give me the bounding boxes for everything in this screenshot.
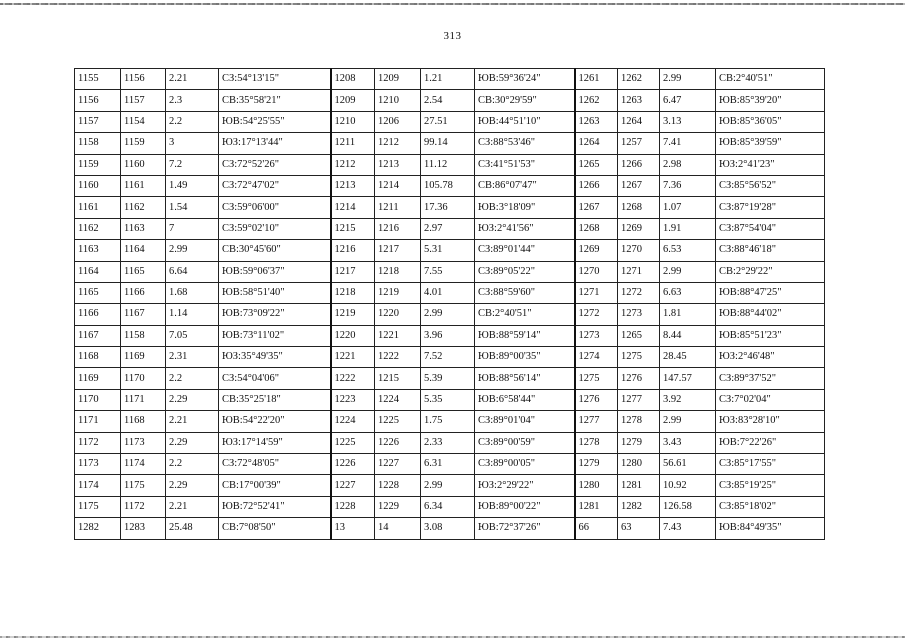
table-cell: 1164 xyxy=(75,261,121,282)
table-row xyxy=(75,347,825,368)
table-cell: 1208 xyxy=(331,69,375,90)
table-cell: 6.34 xyxy=(421,496,475,517)
table-row xyxy=(75,454,825,475)
bottom-scan-rule xyxy=(0,636,905,638)
table-cell: 11.12 xyxy=(421,154,475,175)
table-cell: ЮЗ:2°29'22" xyxy=(475,475,575,496)
table-cell: ЮВ:84°49'35" xyxy=(716,518,825,539)
table-cell: 6.47 xyxy=(660,90,716,111)
table-cell: 1218 xyxy=(375,261,421,282)
table-cell: СВ:2°40'51" xyxy=(475,304,575,325)
table-row xyxy=(75,175,825,196)
table-row xyxy=(75,389,825,410)
table-cell: 1280 xyxy=(575,475,618,496)
table-cell: 1171 xyxy=(121,389,166,410)
table-cell: 1.49 xyxy=(166,175,219,196)
table-cell: СЗ:89°37'52" xyxy=(716,368,825,389)
table-cell: 8.44 xyxy=(660,325,716,346)
table-cell: 2.99 xyxy=(421,304,475,325)
table-cell: СЗ:88°53'46" xyxy=(475,133,575,154)
table-cell: 7.05 xyxy=(166,325,219,346)
table-cell: 25.48 xyxy=(166,518,219,539)
table-cell: 1164 xyxy=(121,240,166,261)
table-cell: 2.21 xyxy=(166,496,219,517)
table-cell: 1169 xyxy=(75,368,121,389)
table-cell: ЮВ:3°18'09" xyxy=(475,197,575,218)
table-cell: 1257 xyxy=(618,133,660,154)
table-cell: ЮВ:85°36'05" xyxy=(716,111,825,132)
table-cell: 6.53 xyxy=(660,240,716,261)
table-cell: 1211 xyxy=(331,133,375,154)
table-row xyxy=(75,90,825,111)
table-cell: 1.21 xyxy=(421,69,475,90)
table-cell: 1217 xyxy=(331,261,375,282)
table-row xyxy=(75,518,825,539)
top-scan-rule xyxy=(0,3,905,5)
table-cell: ЮВ:54°22'20" xyxy=(219,411,331,432)
table-row xyxy=(75,304,825,325)
table-cell: СЗ:88°46'18" xyxy=(716,240,825,261)
table-cell: 1273 xyxy=(575,325,618,346)
table-cell: 1.14 xyxy=(166,304,219,325)
table-cell: 1215 xyxy=(375,368,421,389)
table-cell: ЮВ:88°44'02" xyxy=(716,304,825,325)
table-cell: 1229 xyxy=(375,496,421,517)
table-cell: 105.78 xyxy=(421,175,475,196)
table-row xyxy=(75,261,825,282)
table-cell: 1262 xyxy=(575,90,618,111)
table-cell: 1210 xyxy=(375,90,421,111)
table-cell: 126.58 xyxy=(660,496,716,517)
table-cell: 1160 xyxy=(121,154,166,175)
table-cell: 17.36 xyxy=(421,197,475,218)
table-cell: 1163 xyxy=(75,240,121,261)
table-cell: 1217 xyxy=(375,240,421,261)
table-cell: 1277 xyxy=(618,389,660,410)
table-cell: СЗ:59°06'00" xyxy=(219,197,331,218)
table-cell: 1270 xyxy=(618,240,660,261)
table-cell: СЗ:87°54'04" xyxy=(716,218,825,239)
table-row xyxy=(75,218,825,239)
survey-table-body xyxy=(75,69,825,540)
table-cell: 5.31 xyxy=(421,240,475,261)
table-cell: 2.99 xyxy=(166,240,219,261)
table-cell: 1224 xyxy=(331,411,375,432)
table-cell: СЗ:54°13'15" xyxy=(219,69,331,90)
table-cell: 1216 xyxy=(375,218,421,239)
table-cell: 13 xyxy=(331,518,375,539)
table-row xyxy=(75,282,825,303)
table-cell: 1221 xyxy=(331,347,375,368)
table-cell: 1263 xyxy=(575,111,618,132)
table-row xyxy=(75,69,825,90)
table-cell: 1156 xyxy=(121,69,166,90)
table-cell: ЮВ:89°00'35" xyxy=(475,347,575,368)
table-cell: 7.55 xyxy=(421,261,475,282)
table-cell: 2.29 xyxy=(166,475,219,496)
table-cell: ЮВ:54°25'55" xyxy=(219,111,331,132)
table-cell: ЮВ:59°36'24" xyxy=(475,69,575,90)
table-cell: СЗ:72°47'02" xyxy=(219,175,331,196)
table-cell: 1175 xyxy=(75,496,121,517)
table-cell: 1215 xyxy=(331,218,375,239)
table-cell: СЗ:85°56'52" xyxy=(716,175,825,196)
table-cell: 1276 xyxy=(575,389,618,410)
table-cell: СЗ:85°19'25" xyxy=(716,475,825,496)
table-cell: ЮВ:44°51'10" xyxy=(475,111,575,132)
table-cell: 1.91 xyxy=(660,218,716,239)
table-cell: 1272 xyxy=(618,282,660,303)
table-cell: ЮЗ:17°13'44" xyxy=(219,133,331,154)
table-cell: ЮВ:72°52'41" xyxy=(219,496,331,517)
table-cell: 1221 xyxy=(375,325,421,346)
table-cell: 1161 xyxy=(75,197,121,218)
table-cell: ЮЗ:17°14'59" xyxy=(219,432,331,453)
table-cell: 14 xyxy=(375,518,421,539)
table-cell: 1228 xyxy=(375,475,421,496)
table-cell: 2.21 xyxy=(166,411,219,432)
table-cell: СВ:35°58'21" xyxy=(219,90,331,111)
table-cell: 7.52 xyxy=(421,347,475,368)
table-cell: 1174 xyxy=(121,454,166,475)
table-cell: 1219 xyxy=(375,282,421,303)
table-cell: 1172 xyxy=(121,496,166,517)
table-cell: 2.99 xyxy=(660,261,716,282)
table-cell: 1166 xyxy=(75,304,121,325)
table-cell: 2.99 xyxy=(421,475,475,496)
table-cell: 1228 xyxy=(331,496,375,517)
table-cell: 7.41 xyxy=(660,133,716,154)
table-cell: 3.43 xyxy=(660,432,716,453)
table-cell: 6.31 xyxy=(421,454,475,475)
table-cell: СЗ:54°04'06" xyxy=(219,368,331,389)
table-cell: СЗ:89°00'59" xyxy=(475,432,575,453)
table-cell: СЗ:72°48'05" xyxy=(219,454,331,475)
table-cell: 1223 xyxy=(331,389,375,410)
table-cell: 1157 xyxy=(75,111,121,132)
table-cell: 1275 xyxy=(575,368,618,389)
table-cell: 1210 xyxy=(331,111,375,132)
table-cell: 1169 xyxy=(121,347,166,368)
table-cell: ЮВ:58°51'40" xyxy=(219,282,331,303)
table-cell: 1280 xyxy=(618,454,660,475)
table-cell: 28.45 xyxy=(660,347,716,368)
table-cell: 1274 xyxy=(575,347,618,368)
table-cell: СЗ:89°00'05" xyxy=(475,454,575,475)
table-cell: 3.13 xyxy=(660,111,716,132)
table-cell: 1220 xyxy=(375,304,421,325)
table-cell: 2.33 xyxy=(421,432,475,453)
table-cell: СЗ:59°02'10" xyxy=(219,218,331,239)
table-cell: 1263 xyxy=(618,90,660,111)
table-cell: 1226 xyxy=(375,432,421,453)
table-row xyxy=(75,325,825,346)
table-cell: ЮВ:89°00'22" xyxy=(475,496,575,517)
table-cell: 1.54 xyxy=(166,197,219,218)
table-cell: ЮЗ:83°28'10" xyxy=(716,411,825,432)
table-cell: 2.2 xyxy=(166,111,219,132)
table-row xyxy=(75,240,825,261)
table-cell: 1154 xyxy=(121,111,166,132)
table-cell: ЮВ:85°39'20" xyxy=(716,90,825,111)
table-cell: 2.29 xyxy=(166,389,219,410)
table-cell: 1167 xyxy=(121,304,166,325)
table-row xyxy=(75,411,825,432)
table-cell: СВ:30°45'60" xyxy=(219,240,331,261)
table-cell: 1175 xyxy=(121,475,166,496)
table-cell: 1212 xyxy=(375,133,421,154)
table-cell: 1265 xyxy=(575,154,618,175)
table-cell: 1264 xyxy=(575,133,618,154)
table-cell: 2.3 xyxy=(166,90,219,111)
table-cell: СВ:86°07'47" xyxy=(475,175,575,196)
table-cell: 5.35 xyxy=(421,389,475,410)
table-cell: 1268 xyxy=(575,218,618,239)
table-cell: 1166 xyxy=(121,282,166,303)
table-cell: ЮВ:88°47'25" xyxy=(716,282,825,303)
table-cell: 2.2 xyxy=(166,454,219,475)
table-cell: 99.14 xyxy=(421,133,475,154)
table-cell: 1162 xyxy=(121,197,166,218)
table-cell: 1222 xyxy=(375,347,421,368)
table-cell: СВ:30°29'59" xyxy=(475,90,575,111)
table-cell: ЮВ:85°39'59" xyxy=(716,133,825,154)
table-cell: 1214 xyxy=(375,175,421,196)
table-cell: 1269 xyxy=(618,218,660,239)
table-cell: 2.21 xyxy=(166,69,219,90)
table-cell: 7.36 xyxy=(660,175,716,196)
table-cell: 1219 xyxy=(331,304,375,325)
table-cell: СЗ:89°01'04" xyxy=(475,411,575,432)
table-cell: 1158 xyxy=(121,325,166,346)
table-cell: ЮВ:59°06'37" xyxy=(219,261,331,282)
table-cell: 1261 xyxy=(575,69,618,90)
table-cell: 1270 xyxy=(575,261,618,282)
table-cell: СЗ:87°19'28" xyxy=(716,197,825,218)
table-cell: 1267 xyxy=(575,197,618,218)
table-row xyxy=(75,197,825,218)
table-cell: 1174 xyxy=(75,475,121,496)
table-cell: ЮВ:73°11'02" xyxy=(219,325,331,346)
table-cell: 1262 xyxy=(618,69,660,90)
table-cell: 1271 xyxy=(618,261,660,282)
table-row xyxy=(75,111,825,132)
table-cell: 2.98 xyxy=(660,154,716,175)
table-cell: 1275 xyxy=(618,347,660,368)
table-cell: 1170 xyxy=(121,368,166,389)
table-cell: 7 xyxy=(166,218,219,239)
table-cell: 4.01 xyxy=(421,282,475,303)
table-cell: 1212 xyxy=(331,154,375,175)
table-cell: 1162 xyxy=(75,218,121,239)
table-cell: 1278 xyxy=(618,411,660,432)
table-row xyxy=(75,154,825,175)
table-cell: СЗ:41°51'53" xyxy=(475,154,575,175)
table-cell: 1265 xyxy=(618,325,660,346)
table-cell: 3.96 xyxy=(421,325,475,346)
table-cell: ЮЗ:2°46'48" xyxy=(716,347,825,368)
table-cell: ЮВ:73°09'22" xyxy=(219,304,331,325)
table-cell: 63 xyxy=(618,518,660,539)
table-cell: 1283 xyxy=(121,518,166,539)
table-cell: 1224 xyxy=(375,389,421,410)
table-cell: 2.31 xyxy=(166,347,219,368)
table-cell: 1171 xyxy=(75,411,121,432)
table-cell: 6.63 xyxy=(660,282,716,303)
table-cell: 1.68 xyxy=(166,282,219,303)
table-cell: 1173 xyxy=(121,432,166,453)
table-cell: 1206 xyxy=(375,111,421,132)
table-cell: 1170 xyxy=(75,389,121,410)
table-cell: 1227 xyxy=(375,454,421,475)
table-cell: 1218 xyxy=(331,282,375,303)
table-cell: 3 xyxy=(166,133,219,154)
table-cell: 1159 xyxy=(75,154,121,175)
table-row xyxy=(75,133,825,154)
table-cell: 27.51 xyxy=(421,111,475,132)
table-cell: 1225 xyxy=(331,432,375,453)
table-cell: 1161 xyxy=(121,175,166,196)
table-cell: СВ:35°25'18" xyxy=(219,389,331,410)
table-cell: СВ:2°29'22" xyxy=(716,261,825,282)
table-cell: СВ:2°40'51" xyxy=(716,69,825,90)
table-cell: ЮЗ:35°49'35" xyxy=(219,347,331,368)
table-cell: 1282 xyxy=(618,496,660,517)
table-cell: 3.92 xyxy=(660,389,716,410)
table-cell: 2.54 xyxy=(421,90,475,111)
table-cell: 66 xyxy=(575,518,618,539)
table-row xyxy=(75,432,825,453)
table-cell: 1227 xyxy=(331,475,375,496)
table-cell: 2.99 xyxy=(660,411,716,432)
table-cell: 1273 xyxy=(618,304,660,325)
table-cell: 1277 xyxy=(575,411,618,432)
table-cell: 2.99 xyxy=(660,69,716,90)
table-cell: 1209 xyxy=(375,69,421,90)
table-cell: 2.2 xyxy=(166,368,219,389)
table-cell: 1168 xyxy=(121,411,166,432)
table-cell: ЮЗ:2°41'23" xyxy=(716,154,825,175)
table-cell: 10.92 xyxy=(660,475,716,496)
table-cell: СВ:7°08'50" xyxy=(219,518,331,539)
table-cell: СЗ:89°01'44" xyxy=(475,240,575,261)
table-cell: 1266 xyxy=(618,154,660,175)
table-cell: 5.39 xyxy=(421,368,475,389)
table-cell: 1156 xyxy=(75,90,121,111)
table-cell: 1.75 xyxy=(421,411,475,432)
table-cell: СЗ:85°17'55" xyxy=(716,454,825,475)
table-cell: 1264 xyxy=(618,111,660,132)
table-cell: 1155 xyxy=(75,69,121,90)
table-cell: 1220 xyxy=(331,325,375,346)
table-cell: ЮВ:88°59'14" xyxy=(475,325,575,346)
table-cell: 1168 xyxy=(75,347,121,368)
table-cell: 1268 xyxy=(618,197,660,218)
table-cell: 1278 xyxy=(575,432,618,453)
table-cell: 1266 xyxy=(575,175,618,196)
table-cell: 1226 xyxy=(331,454,375,475)
table-cell: 1213 xyxy=(375,154,421,175)
table-cell: 1172 xyxy=(75,432,121,453)
table-cell: СВ:17°00'39" xyxy=(219,475,331,496)
table-cell: 1.81 xyxy=(660,304,716,325)
table-cell: 1216 xyxy=(331,240,375,261)
table-cell: 1225 xyxy=(375,411,421,432)
table-cell: 1222 xyxy=(331,368,375,389)
table-cell: 147.57 xyxy=(660,368,716,389)
table-cell: СЗ:89°05'22" xyxy=(475,261,575,282)
table-cell: 1213 xyxy=(331,175,375,196)
table-cell: 6.64 xyxy=(166,261,219,282)
table-cell: 56.61 xyxy=(660,454,716,475)
table-cell: 1159 xyxy=(121,133,166,154)
table-cell: 1279 xyxy=(618,432,660,453)
table-cell: 1279 xyxy=(575,454,618,475)
table-cell: 1211 xyxy=(375,197,421,218)
table-cell: 1272 xyxy=(575,304,618,325)
table-cell: 1157 xyxy=(121,90,166,111)
table-cell: 2.29 xyxy=(166,432,219,453)
table-cell: 2.97 xyxy=(421,218,475,239)
table-cell: ЮВ:6°58'44" xyxy=(475,389,575,410)
table-cell: СЗ:85°18'02" xyxy=(716,496,825,517)
page-number: 313 xyxy=(443,30,462,42)
table-cell: 1158 xyxy=(75,133,121,154)
table-cell: 1271 xyxy=(575,282,618,303)
table-cell: СЗ:88°59'60" xyxy=(475,282,575,303)
table-cell: 1160 xyxy=(75,175,121,196)
table-cell: 1173 xyxy=(75,454,121,475)
table-cell: 1209 xyxy=(331,90,375,111)
table-cell: ЮЗ:2°41'56" xyxy=(475,218,575,239)
table-cell: 1267 xyxy=(618,175,660,196)
table-cell: ЮВ:72°37'26" xyxy=(475,518,575,539)
table-cell: 7.43 xyxy=(660,518,716,539)
table-cell: 1276 xyxy=(618,368,660,389)
table-cell: ЮВ:85°51'23" xyxy=(716,325,825,346)
table-cell: 1167 xyxy=(75,325,121,346)
table-cell: 1281 xyxy=(618,475,660,496)
table-cell: 7.2 xyxy=(166,154,219,175)
table-cell: 1269 xyxy=(575,240,618,261)
table-cell: 1.07 xyxy=(660,197,716,218)
table-row xyxy=(75,475,825,496)
table-cell: СЗ:72°52'26" xyxy=(219,154,331,175)
table-row xyxy=(75,496,825,517)
table-cell: 1282 xyxy=(75,518,121,539)
table-cell: 3.08 xyxy=(421,518,475,539)
table-row xyxy=(75,368,825,389)
table-cell: 1165 xyxy=(75,282,121,303)
survey-table xyxy=(74,68,825,540)
table-cell: ЮВ:7°22'26" xyxy=(716,432,825,453)
table-cell: 1163 xyxy=(121,218,166,239)
table-cell: 1214 xyxy=(331,197,375,218)
table-cell: ЮВ:88°56'14" xyxy=(475,368,575,389)
table-cell: СЗ:7°02'04" xyxy=(716,389,825,410)
table-cell: 1281 xyxy=(575,496,618,517)
table-cell: 1165 xyxy=(121,261,166,282)
